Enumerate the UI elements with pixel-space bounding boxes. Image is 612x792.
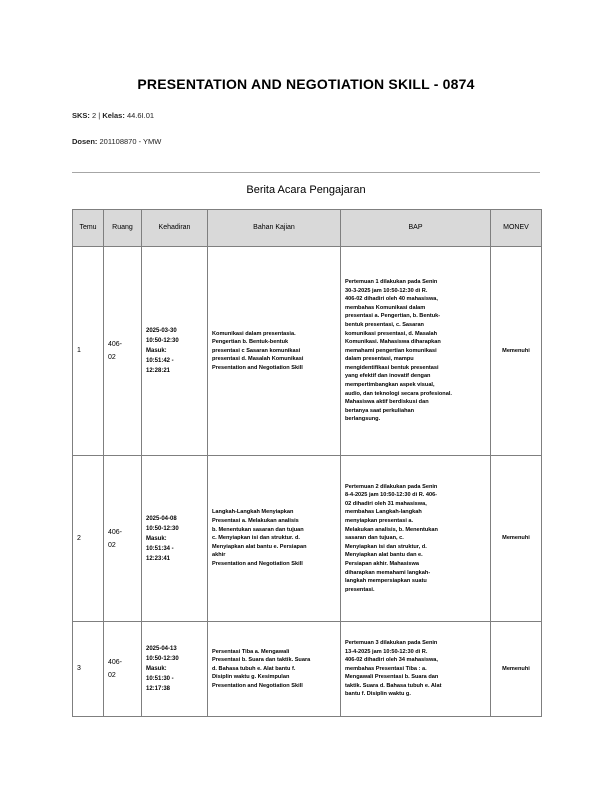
column-header-bahan-kajian: Bahan Kajian [208,210,341,247]
document-title: PRESENTATION AND NEGOTIATION SKILL - 0874 [137,76,475,92]
cell-bahan-kajian: Komunikasi dalam presentasia. Pengertian b. Bentuk-bentuk presentasi c Sasaran komunikasi presentasi d. Masalah Komunikasi Presentation and Negotiation Skill [208,247,341,456]
cell-bahan-kajian: Persentasi Tiba a. Mengawali Presentasi b. Suara dan taktik. Suara d. Bahasa tubuh e. Alat bantu f. Disiplin waktu g. Kesimpulan Presentation and Negotiation Skill [208,622,341,717]
column-header-monev: MONEV [491,210,542,247]
lecturer-meta [72,137,161,146]
cell-monev: Memenuhi [491,247,542,456]
dosen-value: 201108870 - YMW [99,137,162,146]
cell-bap: Pertemuan 2 dilakukan pada Senin 8-4-2025 jam 10:50-12:30 di R. 406- 02 dihadiri oleh 31 mahasiswa, membahas Langkah-langkah menyiapkan presentasi a. Melakukan analisis, b. Menentukan sasaran dan tujuan, c. Menyiapkan isi dan struktur, d. Menyiapkan alat bantu dan e. Persiapan akhir. Mahasiswa diharapkan memahami langkah- langkah mempersiapkan suatu presentasi. [341,456,491,622]
sks-value: 2 [92,111,97,120]
cell-temu: 1 [73,247,104,456]
cell-monev: Memenuhi [491,456,542,622]
sks-label: SKS: [72,111,90,120]
kelas-value: 44.6I.01 [126,111,155,120]
meta-separator: | [98,111,101,120]
cell-bap: Pertemuan 1 dilakukan pada Senin 30-3-2025 jam 10:50-12:30 di R. 406-02 dihadiri oleh 40 mahasiswa, membahas Komunikasi dalam presentasi a. Pengertian, b. Bentuk- bentuk presentasi, c. Sasaran komunikasi presentasi, d. Masalah Komunikasi. Mahasiswa diharapkan memahami pengertian komunikasi dalam presentasi, mampu mengidentifikasi bentuk presentasi yang efektif dan inovatif dengan mempertimbangkan aspek visual, audio, dan teknologi secara profesional. Mahasiswa aktif berdiskusi dan bertanya saat perkuliahan berlangsung. [341,247,491,456]
cell-ruang: 406- 02 [104,456,142,622]
cell-bahan-kajian: Langkah-Langkah Menyiapkan Presentasi a. Melakukan analisis b. Menentukan sasaran dan tujuan c. Menyiapkan isi dan struktur. d. Menyiapkan alat bantu e. Persiapan akhir Presentation and Negotiation Skill [208,456,341,622]
cell-temu: 2 [73,456,104,622]
table-header-row [73,210,542,247]
table-row [73,247,542,456]
teaching-record-table [72,209,542,717]
horizontal-divider [72,172,540,173]
column-header-ruang: Ruang [104,210,142,247]
cell-kehadiran: 2025-04-08 10:50-12:30 Masuk: 10:51:34 - 12:23:41 [142,456,208,622]
cell-monev: Memenuhi [491,622,542,717]
kelas-label: Kelas: [102,111,125,120]
column-header-kehadiran: Kehadiran [142,210,208,247]
table-row [73,622,542,717]
dosen-label: Dosen: [72,137,98,146]
cell-kehadiran: 2025-04-13 10:50-12:30 Masuk: 10:51:30 - 12:17:38 [142,622,208,717]
table-row [73,456,542,622]
cell-ruang: 406- 02 [104,247,142,456]
cell-ruang: 406- 02 [104,622,142,717]
cell-kehadiran: 2025-03-30 10:50-12:30 Masuk: 10:51:42 - 12:28:21 [142,247,208,456]
cell-bap: Pertemuan 3 dilakukan pada Senin 13-4-2025 jam 10:50-12:30 di R. 406-02 dihadiri oleh 34 mahasiswa, membahas Presentasi Tiba : a. Mengawali Presentasi b. Suara dan taktik. Suara d. Bahasa tubuh e. Alat bantu f. Disiplin waktu g. [341,622,491,717]
section-title: Berita Acara Pengajaran [246,184,366,196]
cell-temu: 3 [73,622,104,717]
course-meta [72,111,154,120]
column-header-bap: BAP [341,210,491,247]
column-header-temu: Temu [73,210,104,247]
